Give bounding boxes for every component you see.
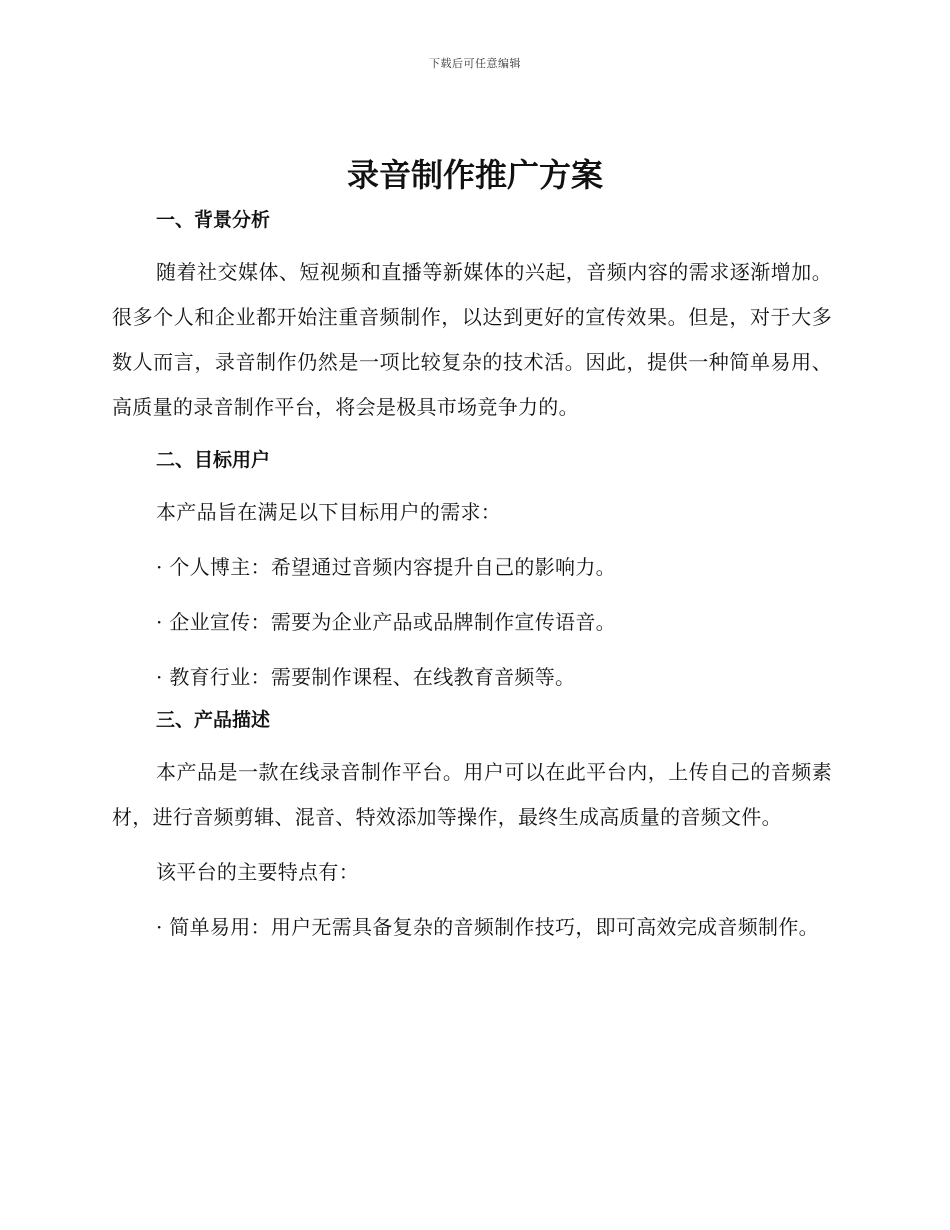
section-paragraph: 本产品是一款在线录音制作平台。用户可以在此平台内，上传自己的音频素材，进行音频剪辑、混音、特效添加等操作，最终生成高质量的音频文件。 xyxy=(112,760,832,829)
section-heading: 一、背景分析 xyxy=(156,209,271,231)
list-item: · 企业宣传：需要为企业产品或品牌制作宣传语音。 xyxy=(156,610,616,634)
section-target-users xyxy=(112,440,832,700)
list-item: · 个人博主：希望通过音频内容提升自己的影响力。 xyxy=(156,555,616,579)
section-paragraph: 随着社交媒体、短视频和直播等新媒体的兴起，音频内容的需求逐渐增加。很多个人和企业都开始注重音频制作，以达到更好的宣传效果。但是，对于大多数人而言，录音制作仍然是一项比较复杂的技术活。因此，提供一种简单易用、高质量的录音制作平台，将会是极具市场竞争力的。 xyxy=(112,260,832,419)
header-note: 下载后可任意编辑 xyxy=(429,57,521,70)
document-body xyxy=(112,200,832,950)
section-heading: 三、产品描述 xyxy=(156,709,271,731)
list-item: · 教育行业：需要制作课程、在线教育音频等。 xyxy=(156,665,576,689)
section-intro: 该平台的主要特点有： xyxy=(156,860,359,884)
document-title: 录音制作推广方案 xyxy=(346,156,603,194)
list-item: · 简单易用：用户无需具备复杂的音频制作技巧，即可高效完成音频制作。 xyxy=(156,915,819,939)
section-background xyxy=(112,200,832,430)
section-product-description xyxy=(112,700,832,950)
section-heading: 二、目标用户 xyxy=(156,449,271,471)
section-intro: 本产品旨在满足以下目标用户的需求： xyxy=(156,500,502,524)
